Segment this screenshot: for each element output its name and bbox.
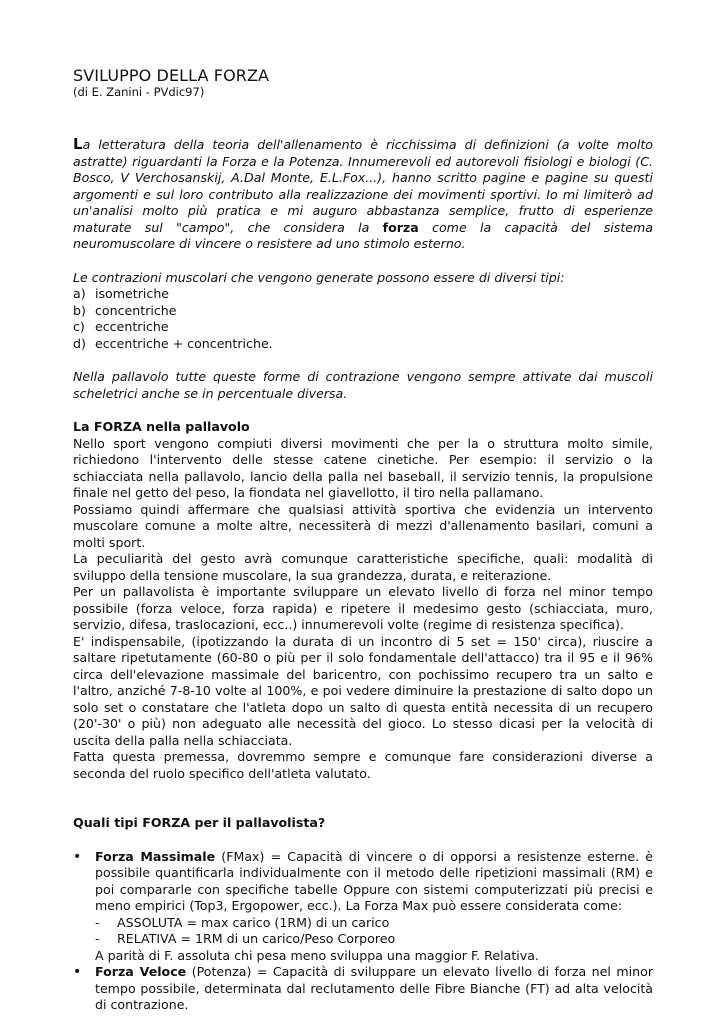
term-note: A parità di F. assoluta chi pesa meno sviluppa una maggior F. Relativa. <box>95 947 539 963</box>
term-definition: (FMax) = Capacità di vincere o di opporsi a resistenze esterne. è possibile quantificarla individualmente con il metodo delle ripetizioni massimali (RM) e poi compararle con specifiche tabelle Oppure con sistemi computerizzati più precisi e meno empirici (Top3, Ergopower, ecc.). La Forza Max può essere considerata come: <box>95 848 653 913</box>
list-marker: a) <box>73 286 86 301</box>
list-item <box>73 849 653 965</box>
list-item <box>95 931 653 948</box>
sub-list <box>95 915 653 948</box>
document-title: SVILUPPO DELLA FORZA <box>73 66 270 85</box>
list-item-text: RELATIVA = 1RM di un carico/Peso Corporeo <box>117 931 396 946</box>
list-item <box>73 319 653 336</box>
list-item <box>73 336 653 353</box>
list-item <box>95 915 653 932</box>
bullet-icon: • <box>73 964 82 980</box>
intro-bold-word: forza <box>382 219 419 235</box>
list-marker: b) <box>73 302 86 318</box>
paragraph: La peculiarità del gesto avrà comunque caratteristiche specifiche, quali: modalità di sviluppo della tensione muscolare, la sua grandezza, durata, e reiterazione. <box>73 551 653 583</box>
section-heading-types: Quali tipi FORZA per il pallavolista? <box>73 815 326 830</box>
contractions-note: Nella pallavolo tutte queste forme di contrazione vengono sempre attivate dai muscoli scheletrici anche se in percentuale diversa. <box>73 369 653 401</box>
contractions-list <box>73 286 653 352</box>
list-item-text: eccentriche + concentriche. <box>95 335 273 351</box>
list-item <box>73 286 653 303</box>
drop-letter: L <box>73 135 83 153</box>
list-item-text: isometriche <box>95 286 170 301</box>
force-types-list <box>73 849 653 1014</box>
document-page <box>73 66 653 1014</box>
paragraph: Possiamo quindi affermare che qualsiasi attività sportiva che evidenzia un intervento muscolare comune a molte altre, necessiterà di mezzi d'allenamento basilari, comuni a molti sport. <box>73 501 653 550</box>
intro-text-after: come la capacità del sistema neuromuscolare di vincere o resistere ad uno stimolo esterno. <box>73 219 653 251</box>
paragraph: E' indispensabile, (ipotizzando la durata di un incontro di 5 set = 150' circa), riuscire a saltare ripetutamente (60-80 o più per il solo fondamentale dell'attacco) tra il 95 e il 96% circa dell'elevazione massimale del baricentro, con pochissimo recupero tra un salto e l'altro, anziché 7-8-10 volte al 100%, e poi vedere diminuire la prestazione di salto dopo un solo set o constatare che l'atleta dopo un salto di questa entità necessita di un recupero (20'-30' o più) non adeguato alle necessità del gioco. Lo stesso dicasi per la velocità di uscita della palla nella schiacciata. <box>73 633 653 748</box>
intro-paragraph <box>73 136 653 253</box>
list-item-text: concentriche <box>95 302 177 318</box>
intro-text-before: a letteratura della teoria dell'allenamento è ricchissima di definizioni (a volte molto astratte) riguardanti la Forza e la Potenza. Innumerevoli ed autorevoli fisiologi e biologi (C. Bosco, V Verchosanskij, A.Dal Monte, E.L.Fox...), hanno scritto pagine e pagine su questi argomenti e sul loro contributo alla realizzazione dei movimenti sportivi. Io mi limiterò ad un'analisi molto più pratica e mi auguro abbastanza semplice, frutto di esperienze maturate sul "campo", che considera la <box>73 137 653 235</box>
term-definition: (Potenza) = Capacità di sviluppare un elevato livello di forza nel minor tempo possibile, determinata dal reclutamento delle Fibre Bianche (FT) ad alta velocità di contrazione. <box>95 964 653 1012</box>
dash-icon: - <box>95 931 100 946</box>
list-item-text: ASSOLUTA = max carico (1RM) di un carico <box>117 914 390 930</box>
list-marker: d) <box>73 335 86 351</box>
list-marker: c) <box>73 319 85 334</box>
term: Forza Veloce <box>95 964 187 979</box>
contractions-lead: Le contrazioni muscolari che vengono generate possono essere di diversi tipi: <box>73 269 565 285</box>
list-item-text: eccentriche <box>95 319 169 334</box>
document-subtitle: (di E. Zanini - PVdic97) <box>73 85 205 99</box>
paragraph: Nello sport vengono compiuti diversi movimenti che per la o struttura molto simile, richiedono l'intervento delle stesse catene cinetiche. Per esempio: il servizio o la schiacciata nella pallavolo, lancio della palla nel baseball, il servizio tennis, la propulsione finale nel getto del peso, la fiondata nel giavellotto, il tiro nella pallamano. <box>73 435 653 500</box>
list-item <box>73 303 653 320</box>
dash-icon: - <box>95 914 100 930</box>
paragraph: Per un pallavolista è importante sviluppare un elevato livello di forza nel minor tempo possibile (forza veloce, forza rapida) e ripetere il medesimo gesto (schiacciata, muro, servizio, difesa, traslocazioni, ecc..) innumerevoli volte (regime di resistenza specifica). <box>73 584 653 632</box>
paragraph: Fatta questa premessa, dovremmo sempre e comunque fare considerazioni diverse a seconda del ruolo specifico dell'atleta valutato. <box>73 749 653 781</box>
bullet-icon: • <box>73 848 82 865</box>
list-item <box>73 964 653 1014</box>
section-heading-volley: La FORZA nella pallavolo <box>73 419 250 434</box>
term: Forza Massimale <box>95 848 216 864</box>
